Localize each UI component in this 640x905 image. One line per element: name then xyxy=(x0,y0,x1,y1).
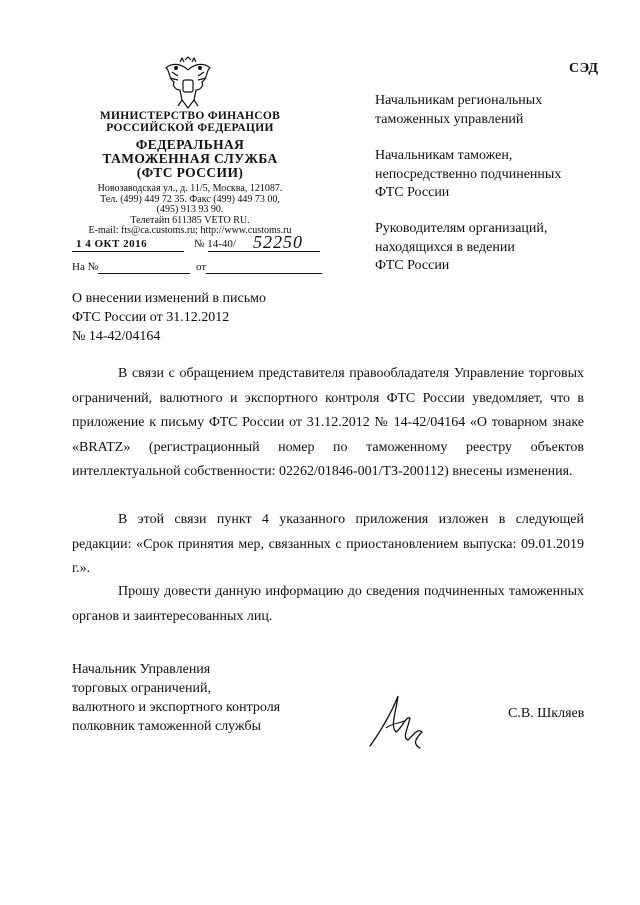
addressee-line: ФТС России xyxy=(375,185,450,200)
reference-row xyxy=(72,259,332,279)
handwritten-signature xyxy=(366,688,434,752)
contact-phone: Тел. (499) 449 72 35. Факс (499) 449 73 00, xyxy=(100,193,280,205)
addressee-line: находящихся в ведении xyxy=(375,239,515,255)
contact-address: Новозаводская ул., д. 11/5, Москва, 121087. xyxy=(97,183,283,194)
contact-phone-2: (495) 913 93 90. xyxy=(156,204,224,215)
registration-row xyxy=(72,232,332,256)
contact-teletype: Телетайп 611385 VETO RU. xyxy=(130,214,250,226)
paragraph-text: В этой связи пункт 4 указанного приложения изложен в следующей редакции: «Срок принятия мер, связанных с приостановлением выпуска: 09.01.2019 г.». xyxy=(72,512,584,576)
addressee-line: Начальникам региональных xyxy=(375,93,543,108)
addressee-customs xyxy=(375,147,605,203)
sed-mark: СЭД xyxy=(569,61,599,76)
ministry-line-1: МИНИСТЕРСТВО ФИНАНСОВ xyxy=(99,110,281,122)
body-paragraph-1 xyxy=(72,362,584,485)
date-underline xyxy=(72,251,184,252)
ref-number-label: На № xyxy=(72,261,99,273)
service-name xyxy=(70,138,310,180)
subject-line-3: № 14-42/04164 xyxy=(72,329,161,344)
addressee-line: непосредственно подчиненных xyxy=(375,166,562,182)
paragraph-text: Прошу довести данную информацию до сведения подчиненных таможенных органов и заинтересованных лиц. xyxy=(72,584,584,624)
addressee-organizations xyxy=(375,220,605,276)
addressee-line: Руководителям организаций, xyxy=(375,221,548,236)
service-line-1: ФЕДЕРАЛЬНАЯ xyxy=(135,137,245,152)
body-paragraph-3 xyxy=(72,580,584,629)
signer-position xyxy=(72,660,312,736)
coat-of-arms-emblem xyxy=(162,56,214,114)
signer-name: С.В. Шкляев xyxy=(508,706,585,721)
subject-line-1: О внесении изменений в письмо xyxy=(72,291,266,306)
position-line: валютного и экспортного контроля xyxy=(72,700,281,715)
number-underline xyxy=(208,251,320,252)
position-line: Начальник Управления xyxy=(72,662,211,677)
letter-subject xyxy=(72,289,312,346)
contact-email: E-mail: fts@ca.customs.ru; http://www.customs.ru xyxy=(88,225,292,236)
addressee-line: таможенных управлений xyxy=(375,111,524,127)
ref-date-label: от xyxy=(196,261,207,273)
registration-date: 1 4 ОКТ 2016 xyxy=(76,238,148,250)
addressee-regional xyxy=(375,92,605,129)
addressee-line: ФТС России xyxy=(375,258,450,273)
service-line-2: ТАМОЖЕННАЯ СЛУЖБА xyxy=(102,151,278,166)
paragraph-text: В связи с обращением представителя правообладателя Управление торговых ограничений, валютного и экспортного контроля ФТС России уведомляет, что в приложение к письму ФТС России от 31.12.2012 № 14-42/04164 «О товарном знаке «BRATZ» (регистрационный номер по таможенному реестру объектов интеллектуальной собственности: 02262/01846-001/ТЗ-200112) внесены изменения. xyxy=(72,366,584,479)
ref-date-line xyxy=(206,273,322,274)
contact-block xyxy=(62,184,318,237)
subject-line-2: ФТС России от 31.12.2012 xyxy=(72,310,230,325)
ministry-line-2: РОССИЙСКОЙ ФЕДЕРАЦИИ xyxy=(106,122,274,134)
body-paragraph-2 xyxy=(72,508,584,582)
position-line: полковник таможенной службы xyxy=(72,719,262,734)
service-line-3: (ФТС РОССИИ) xyxy=(136,165,244,180)
registration-number-handwritten: 52250 xyxy=(253,232,303,252)
position-line: торговых ограничений, xyxy=(72,681,212,696)
ministry-name xyxy=(70,110,310,134)
ref-number-line xyxy=(98,273,190,274)
registration-number-prefix: № 14-40/ xyxy=(194,238,236,250)
addressee-line: Начальникам таможен, xyxy=(375,148,513,163)
